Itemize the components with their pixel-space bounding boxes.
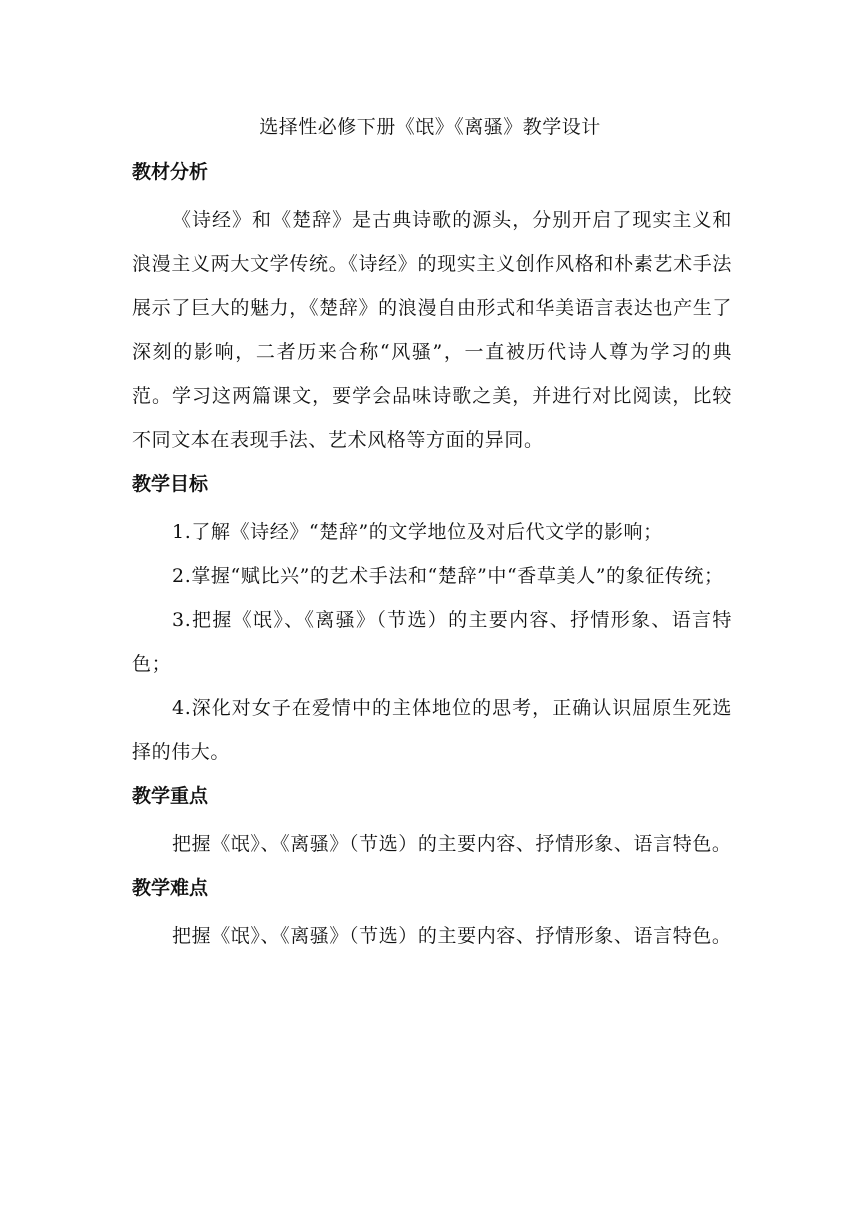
spacer (132, 462, 732, 470)
section-textbook-analysis (132, 158, 732, 462)
section-heading: 教材分析 (132, 161, 209, 183)
objective-item: 3.把握《氓》、《离骚》（节选）的主要内容、抒情形象、语言特色； (132, 609, 732, 675)
objective-item: 1.了解《诗经》“楚辞”的文学地位及对后代文学的影响； (172, 521, 663, 543)
objective-item: 2.掌握“赋比兴”的艺术手法和“楚辞”中“香草美人”的象征传统； (172, 565, 724, 587)
spacer (132, 774, 732, 782)
section-teaching-key-points (132, 782, 732, 866)
spacer (132, 866, 732, 874)
section-paragraph: 把握《氓》、《离骚》（节选）的主要内容、抒情形象、语言特色。 (172, 833, 732, 855)
section-paragraph: 《诗经》和《楚辞》是古典诗歌的源头，分别开启了现实主义和浪漫主义两大文学传统。《诗经》的现实主义创作风格和朴素艺术手法展示了巨大的魅力，《楚辞》的浪漫自由形式和华美语言表达也产生了深刻的影响，二者历来合称“风骚”，一直被历代诗人尊为学习的典范。学习这两篇课文，要学会品味诗歌之美，并进行对比阅读，比较不同文本在表现手法、艺术风格等方面的异同。 (132, 209, 732, 451)
section-teaching-objectives (132, 470, 732, 774)
section-paragraph: 把握《氓》、《离骚》（节选）的主要内容、抒情形象、语言特色。 (172, 925, 732, 947)
document-body (132, 158, 732, 958)
section-heading: 教学重点 (132, 785, 209, 807)
section-heading: 教学难点 (132, 877, 209, 899)
document-title: 选择性必修下册《氓》《离骚》教学设计 (259, 116, 601, 138)
objective-item: 4.深化对女子在爱情中的主体地位的思考，正确认识屈原生死选择的伟大。 (132, 697, 732, 763)
section-heading: 教学目标 (132, 473, 209, 495)
section-teaching-difficulties (132, 874, 732, 958)
